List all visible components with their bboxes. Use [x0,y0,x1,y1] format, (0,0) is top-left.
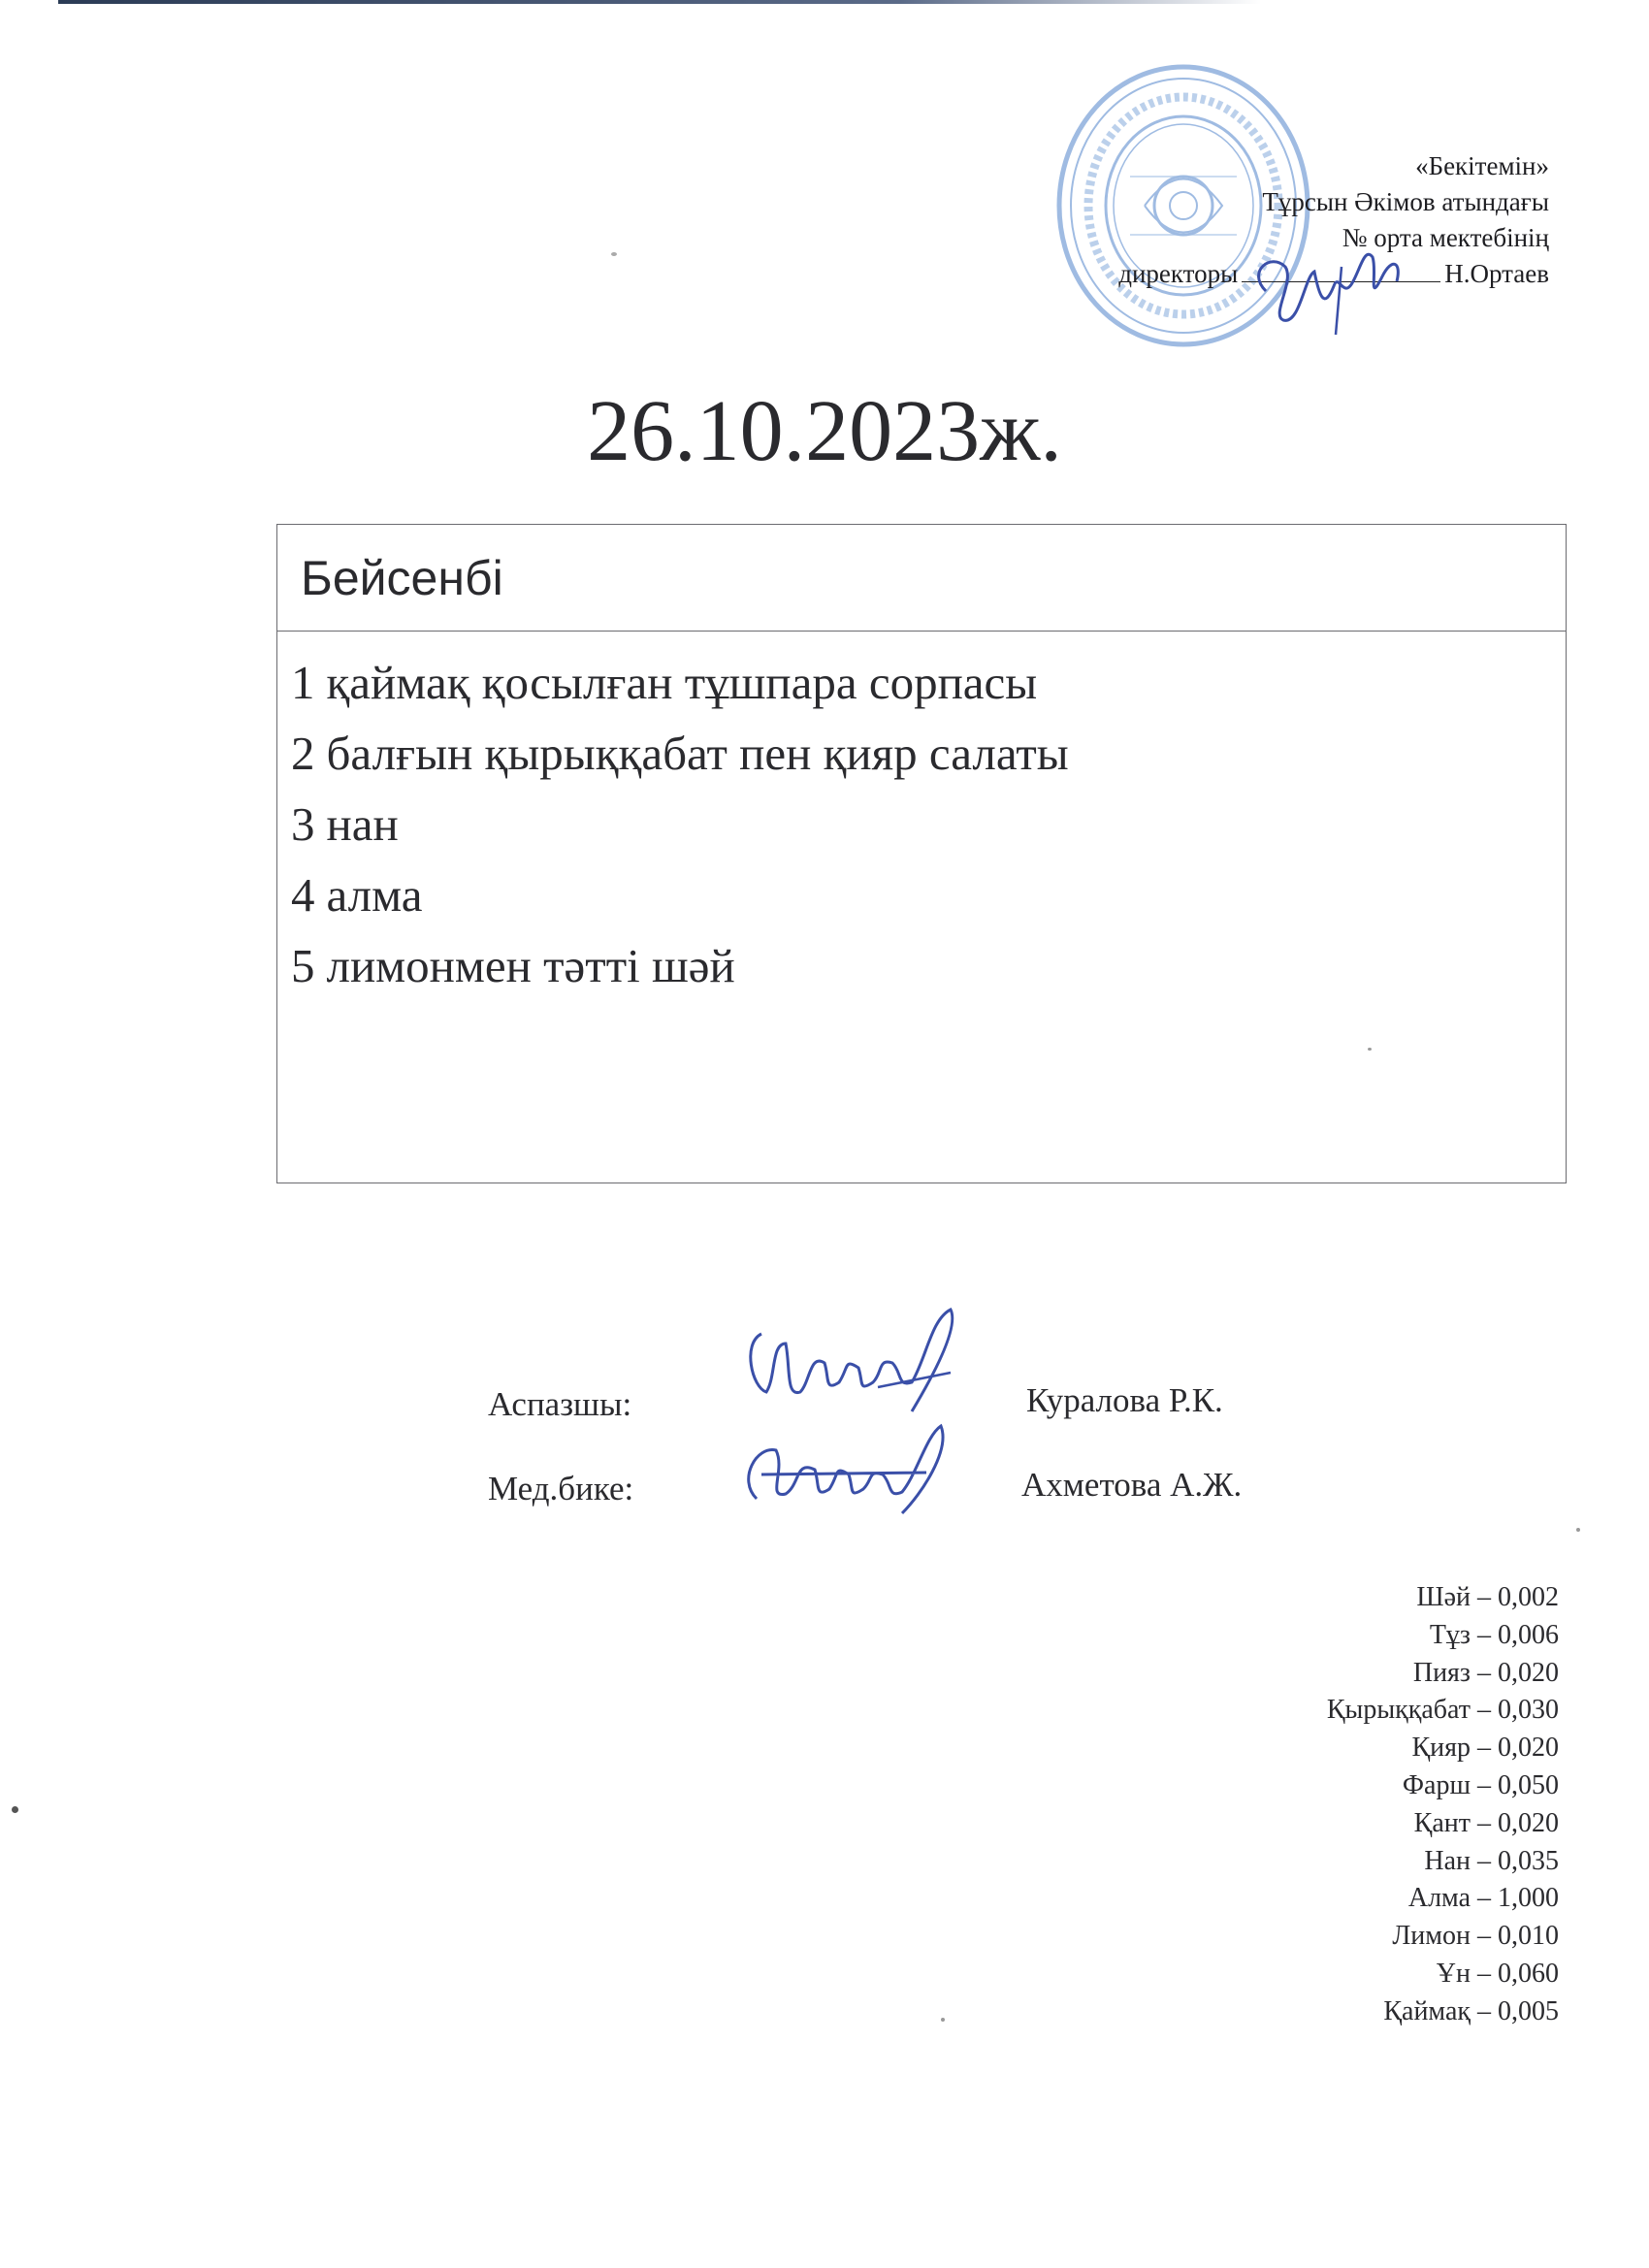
nurse-name: Ахметова А.Ж. [1021,1466,1243,1504]
director-name: Н.Ортаев [1444,259,1549,288]
ingredient-item: Фарш – 0,050 [1402,1769,1559,1800]
director-label: директоры [1118,259,1239,288]
cook-label: Аспазшы: [488,1385,632,1423]
menu-item [291,647,1566,718]
menu-item-number: 5 [291,939,315,992]
menu-item-text: балғын қырыққабат пен қияр салаты [326,727,1069,780]
ingredient-item: Пияз – 0,020 [1412,1657,1559,1688]
scan-speck [611,252,617,256]
scan-speck [1368,1048,1372,1051]
menu-item-number: 2 [291,727,315,780]
menu-item [291,718,1566,789]
ingredient-item: Қырыққабат – 0,030 [1326,1695,1559,1726]
ingredient-item: Алма – 1,000 [1407,1883,1559,1914]
menu-item-text: алма [326,868,423,922]
menu-item-text: лимонмен тәтті шәй [326,939,735,992]
ingredient-item: Шәй – 0,002 [1416,1582,1559,1612]
menu-item-number: 4 [291,868,315,922]
ingredient-item: Қаймақ – 0,005 [1383,1995,1559,2026]
nurse-signature [732,1416,965,1523]
ingredient-item: Лимон – 0,010 [1392,1921,1559,1952]
menu-item-number: 3 [291,797,315,851]
approval-school-number: № орта мектебінің [1342,223,1549,252]
scan-edge [58,0,1261,4]
approval-school-name: Тұрсын Әкімов атындағы [1262,187,1549,216]
menu-item [291,859,1566,930]
menu-item-number: 1 [291,656,315,709]
menu-table [276,524,1567,1183]
director-signature [1227,228,1421,344]
approval-title: «Бекітемін» [1415,151,1549,180]
scan-speck [941,2018,945,2022]
cook-name: Куралова Р.К. [1026,1381,1223,1419]
nurse-label: Мед.бике: [488,1470,634,1507]
cook-signature [732,1300,965,1426]
menu-item-text: қаймақ қосылған тұшпара сорпасы [326,656,1038,709]
ingredient-item: Нан – 0,035 [1424,1845,1559,1876]
ingredient-item: Тұз – 0,006 [1429,1619,1559,1650]
menu-list [277,632,1566,1001]
ingredient-item: Қант – 0,020 [1413,1807,1559,1838]
menu-date: 26.10.2023ж. [587,383,1062,479]
menu-day: Бейсенбі [277,525,1566,632]
menu-item [291,930,1566,1001]
menu-item-text: нан [326,797,399,851]
scan-speck [12,1806,18,1813]
scan-speck [1576,1528,1580,1532]
menu-item [291,789,1566,859]
ingredients-list [1327,1579,1559,2031]
ingredient-item: Қияр – 0,020 [1411,1733,1559,1764]
ingredient-item: Ұн – 0,060 [1436,1958,1559,1989]
